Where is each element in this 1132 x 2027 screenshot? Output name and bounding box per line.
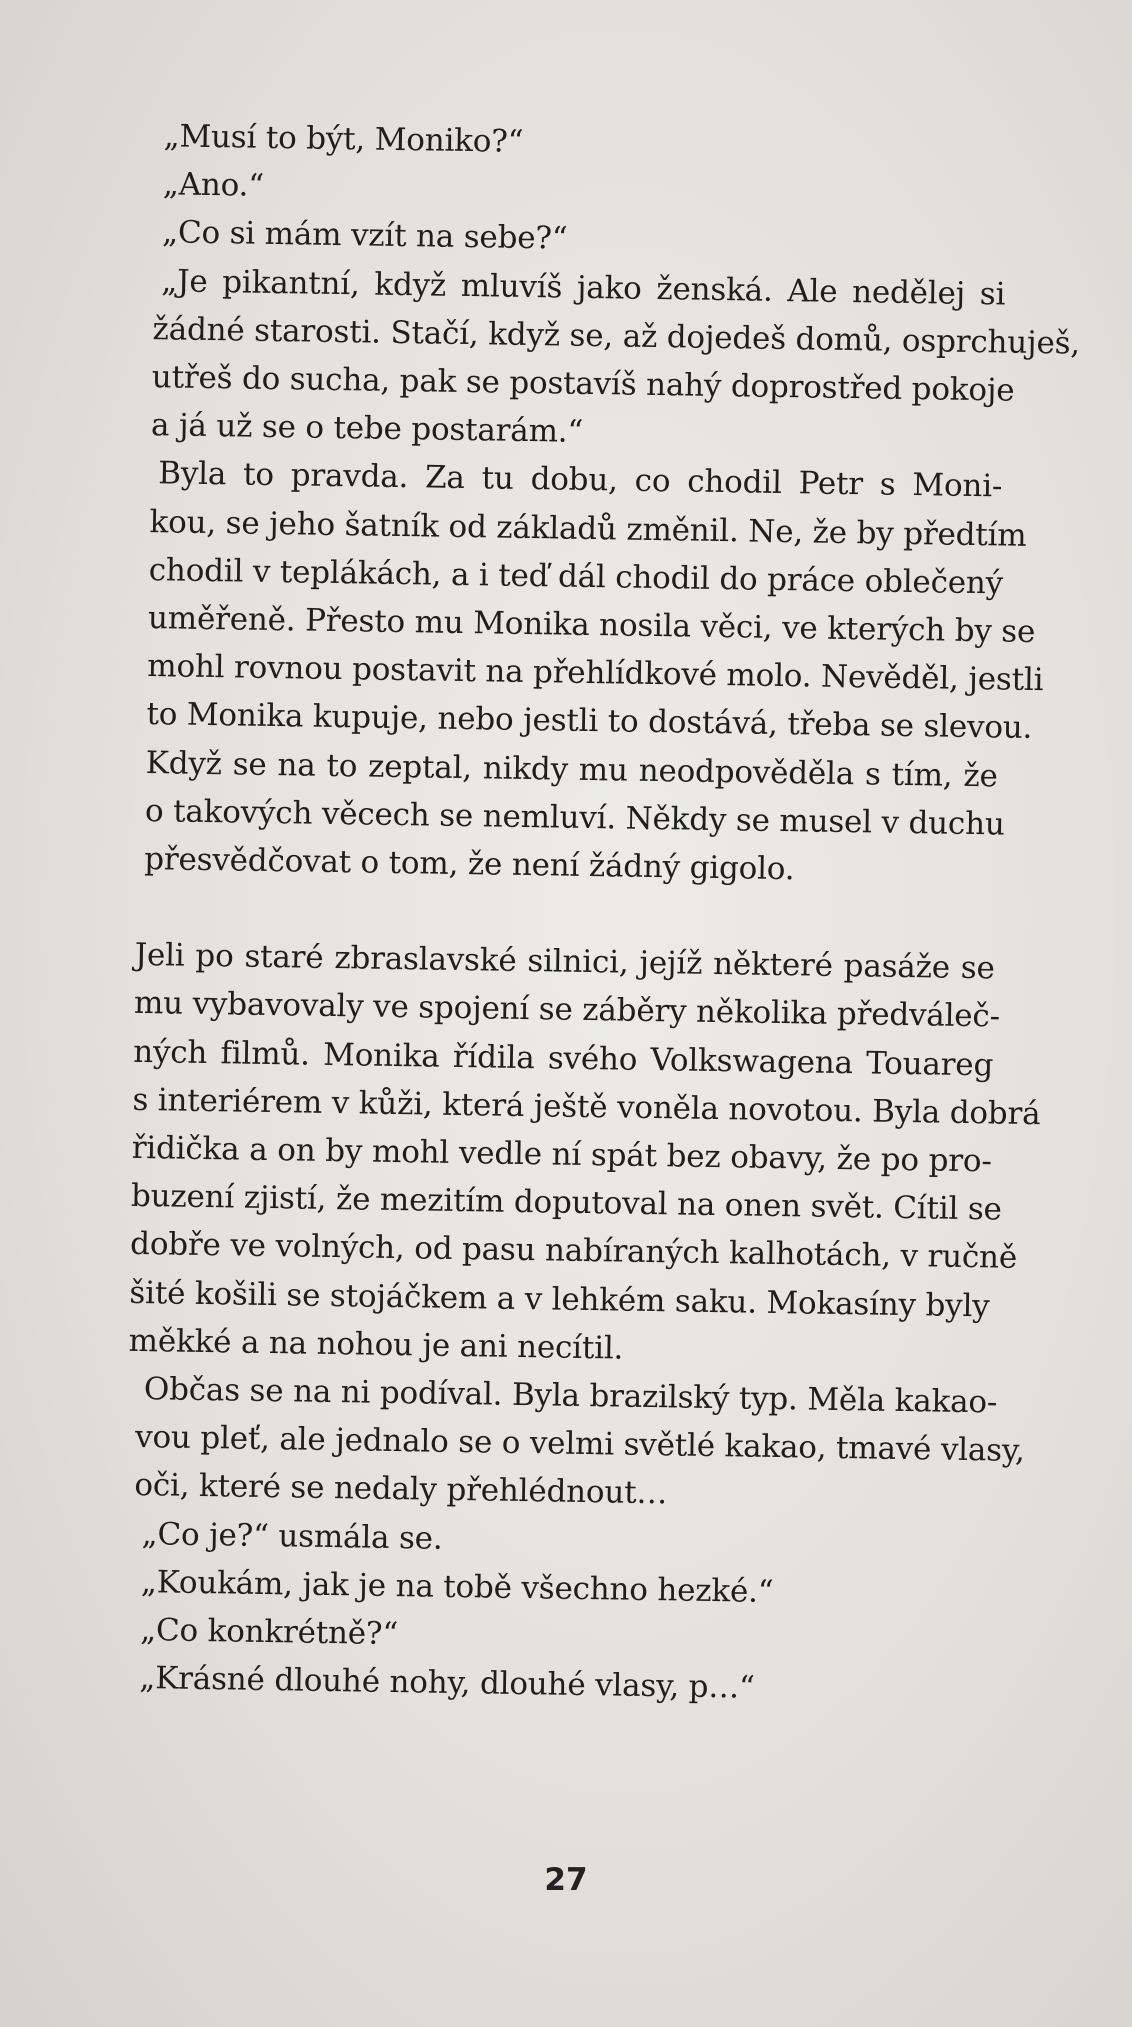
paragraph <box>128 931 1041 1378</box>
text-line: řidička a on by mohl vedle ní spát bez obavy, že po pro- <box>131 1129 992 1180</box>
text-line: „Je pikantní, když mluvíš jako ženská. Ale nedělej si <box>161 262 1006 313</box>
text-line: o takových věcech se nemluví. Někdy se musel v duchu <box>144 792 1005 843</box>
text-line: žádné starosti. Stačí, když se, až dojedeš domů, osprchuješ, <box>152 310 1081 362</box>
text-line: vou pleť, ale jednalo se o velmi světlé kakao, tmavé vlasy, <box>134 1419 1026 1470</box>
text-line: utřeš do sucha, pak se postavíš nahý doprostřed pokoje <box>151 359 1015 409</box>
text-line: měkké a na nohou je ani necítil. <box>128 1322 624 1367</box>
text-line: kou, se jeho šatník od základů změnil. Ne, že by předtím <box>149 503 1027 554</box>
text-line: „Co si mám vzít na sebe?“ <box>161 214 568 258</box>
text-line: Když se na to zeptal, nikdy mu neodpověděla s tím, že <box>145 744 998 795</box>
text-line: „Ano.“ <box>162 166 265 205</box>
text-line: přesvědčovat o tom, že není žádný gigolo. <box>143 841 795 888</box>
page-number: 27 <box>544 1862 588 1898</box>
text-line: s interiérem v kůži, která ještě voněla novotou. Byla dobrá <box>132 1081 1041 1132</box>
text-line: dobře ve volných, od pasu nabíraných kalhotách, v ručně <box>129 1226 1018 1277</box>
page-body-text <box>123 112 1081 1716</box>
dialogue-paragraph <box>143 257 1081 463</box>
text-line: a já už se o tebe postarám.“ <box>150 407 584 451</box>
paragraph <box>136 449 1044 896</box>
text-line: „Co konkrétně?“ <box>139 1612 399 1653</box>
text-line: „Co je?“ usmála se. <box>141 1515 443 1557</box>
text-line: ných filmů. Monika řídila svého Volkswagena Touareg <box>132 1033 994 1084</box>
text-line: buzení zjistí, že mezitím doputoval na onen svět. Cítil se <box>130 1178 1003 1228</box>
text-line: oči, které se nedaly přehlédnout… <box>134 1467 668 1512</box>
text-line: mohl rovnou postavit na přehlídkové molo. Nevěděl, jestli <box>147 648 1044 699</box>
text-line: uměřeně. Přesto mu Monika nosila věci, ve kterých by se <box>147 600 1036 651</box>
text-line: Občas se na ni podíval. Byla brazilský typ. Měla kakao- <box>143 1371 998 1421</box>
text-line: to Monika kupuje, nebo jestli to dostává, třeba se slevou. <box>146 696 1033 747</box>
text-line: „Musí to být, Moniko?“ <box>163 118 524 160</box>
text-line: „Krásné dlouhé nohy, dlouhé vlasy, p…“ <box>139 1660 756 1707</box>
text-line: chodil v teplákách, a i teď dál chodil do práce oblečený <box>148 551 1004 602</box>
text-line: šité košili se stojáčkem a v lehkém saku. Mokasíny byly <box>129 1274 990 1325</box>
paragraph <box>126 1365 1026 1523</box>
text-line: Jeli po staré zbraslavské silnici, jejíž některé pasáže se <box>134 937 995 987</box>
text-line: mu vybavovaly ve spojení se záběry několika předváleč- <box>133 985 1001 1035</box>
text-line: Byla to pravda. Za tu dobu, co chodil Petr s Moni- <box>158 455 1003 505</box>
text-line: „Koukám, jak je na tobě všechno hezké.“ <box>140 1563 774 1610</box>
